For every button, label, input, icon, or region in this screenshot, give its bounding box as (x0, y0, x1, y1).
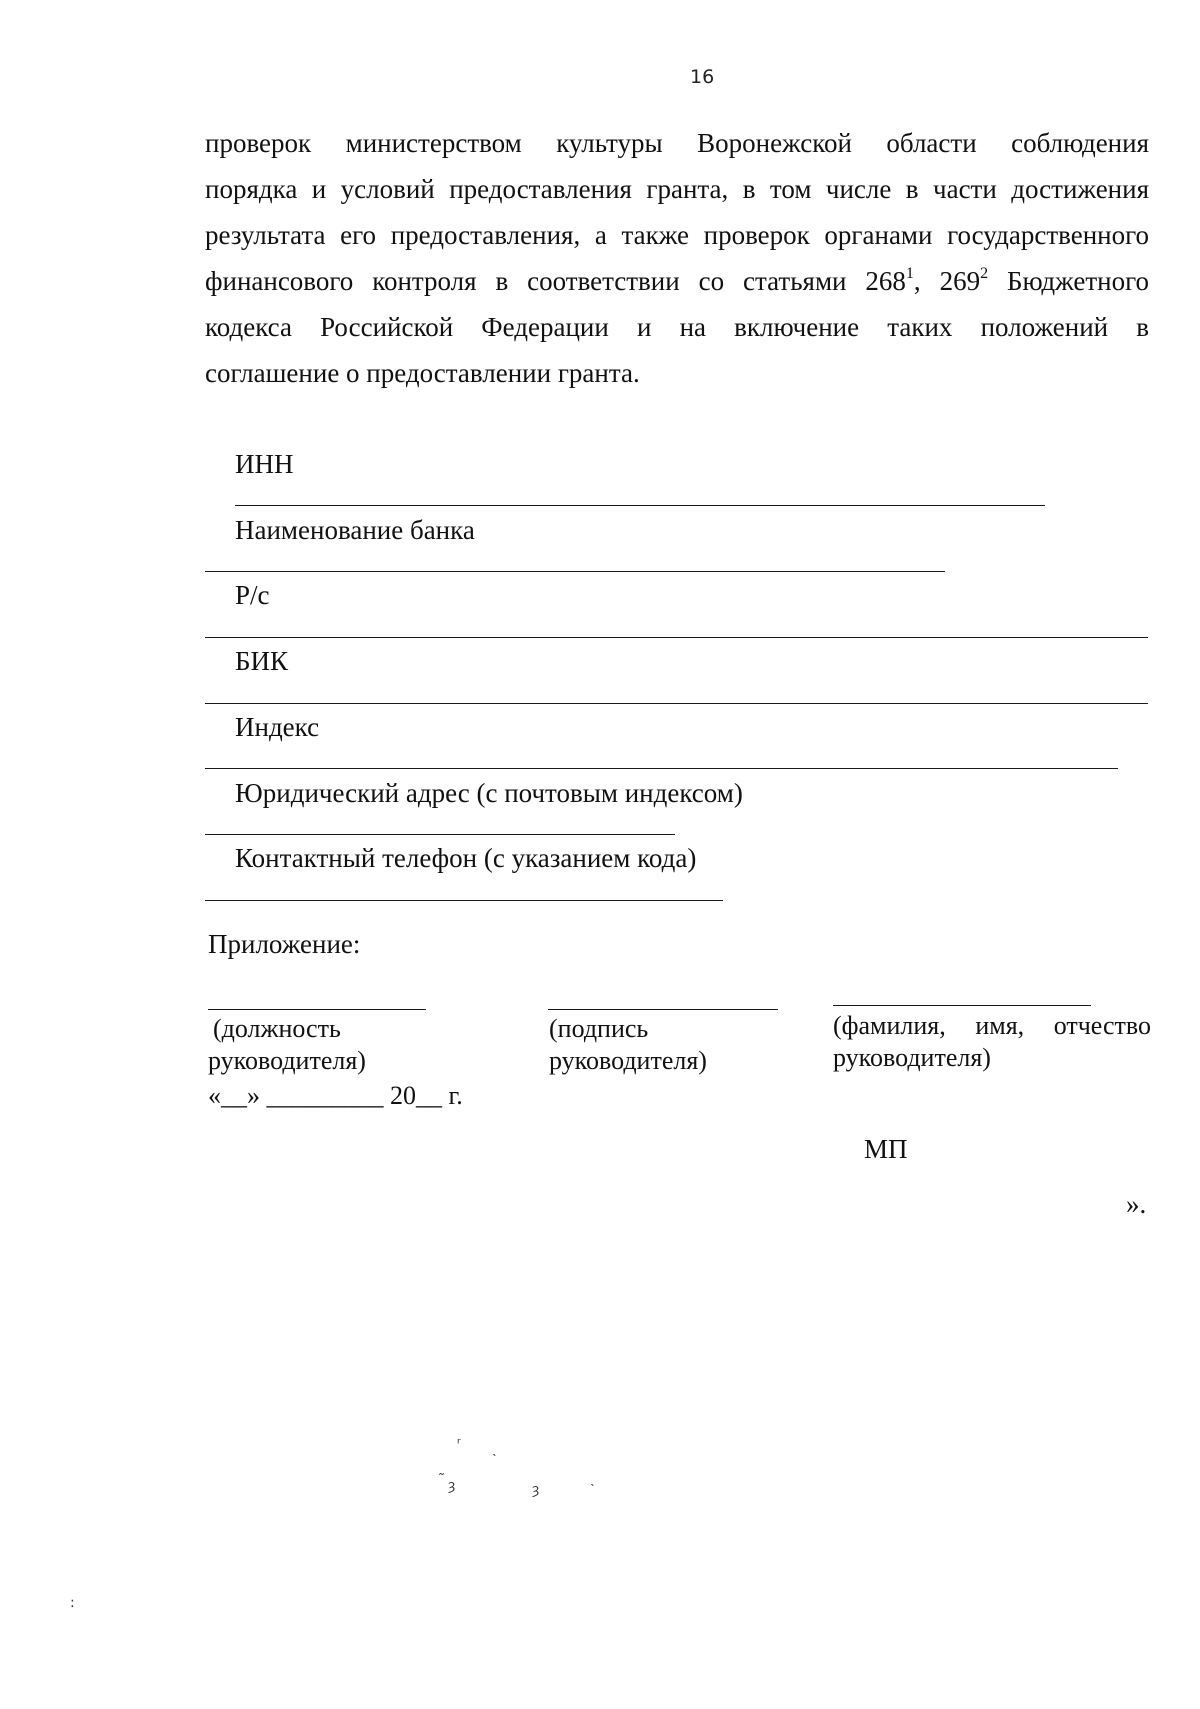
date-year-blank[interactable]: __ (416, 1081, 442, 1110)
scan-speck: ˴ (492, 1446, 497, 1462)
closing-quote: ». (1126, 1189, 1147, 1219)
index-line[interactable] (205, 768, 1118, 769)
paragraph-line: кодекса Российской Федерации и на включение таких положений в (205, 312, 1149, 342)
legal-address-label: Юридический адрес (с почтовым индексом) (235, 778, 743, 808)
superscript: 1 (905, 265, 914, 282)
index-label: Индекс (235, 712, 320, 742)
paragraph-line: порядка и условий предоставления гранта, в том числе в части достижения (205, 174, 1149, 204)
scan-speck: ˜ (438, 1472, 445, 1488)
bank-name-label: Наименование банка (235, 515, 475, 545)
sign-signature-line[interactable] (548, 1009, 778, 1010)
paragraph-line: проверок министерством культуры Воронежской области соблюдения (205, 128, 1149, 158)
paragraph-line: соглашение о предоставлении гранта. (205, 358, 640, 388)
scan-speck: ˴ (590, 1476, 595, 1492)
scan-speck: ʳ (457, 1436, 461, 1452)
stamp-label: МП (864, 1134, 908, 1164)
signature-date (208, 1080, 463, 1112)
position-signature-line[interactable] (208, 1009, 426, 1010)
date-month-blank[interactable]: _________ (266, 1081, 384, 1110)
position-caption-line1: (должность (213, 1014, 341, 1043)
scan-speck: : (70, 1595, 75, 1611)
date-year-prefix: 20 (390, 1081, 416, 1110)
scan-speck: ȝ (448, 1478, 456, 1494)
paragraph-text: Бюджетного (988, 266, 1149, 296)
date-close-quote: » (247, 1081, 260, 1110)
inn-line[interactable] (235, 505, 1045, 506)
legal-address-line[interactable] (205, 834, 675, 835)
date-year-suffix: г. (442, 1081, 463, 1110)
page-number: 16 (690, 66, 715, 88)
paragraph-line-with-superscripts (205, 264, 1149, 298)
bank-name-line[interactable] (205, 571, 945, 572)
attachment-label: Приложение: (208, 929, 361, 959)
date-open-quote: « (208, 1081, 221, 1110)
paragraph-text: финансового контроля в соответствии со статьями 268 (205, 266, 906, 296)
name-caption-line2: руководителя) (833, 1043, 991, 1072)
bik-label: БИК (235, 646, 289, 676)
name-caption-line1: (фамилия, имя, отчество (833, 1011, 1151, 1040)
sign-caption-line1: (подпись (549, 1014, 649, 1043)
phone-line[interactable] (205, 900, 723, 901)
paragraph-text: , 269 (913, 266, 981, 296)
sign-caption-line2: руководителя) (549, 1046, 707, 1075)
account-line[interactable] (205, 637, 1148, 638)
phone-label: Контактный телефон (с указанием кода) (235, 843, 697, 873)
bik-line[interactable] (205, 703, 1148, 704)
position-caption-line2: руководителя) (208, 1046, 366, 1075)
name-signature-line[interactable] (833, 1005, 1091, 1006)
superscript: 2 (980, 265, 989, 282)
date-day-blank[interactable]: __ (221, 1081, 247, 1110)
inn-label: ИНН (235, 449, 294, 479)
paragraph-line: результата его предоставления, а также проверок органами государственного (205, 220, 1149, 250)
account-label: Р/с (235, 580, 270, 610)
scan-speck: ȝ (532, 1482, 540, 1498)
